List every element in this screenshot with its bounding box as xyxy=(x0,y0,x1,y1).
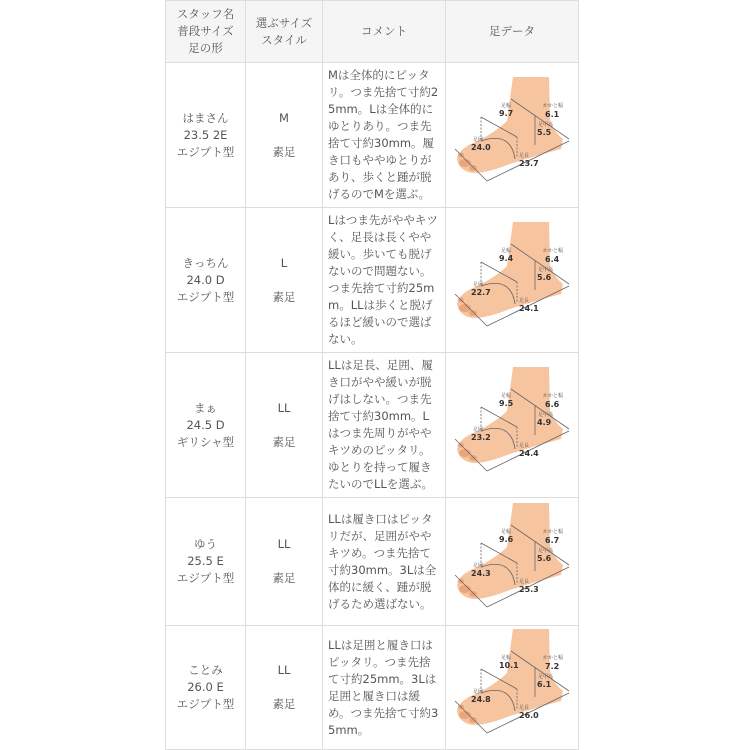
chosen-size: M xyxy=(279,110,289,125)
style: 素足 xyxy=(272,571,296,585)
staff-cell xyxy=(166,626,246,750)
instep-label: 足甲高 xyxy=(538,411,554,418)
header-foot-shape: 足の形 xyxy=(188,41,223,55)
length-label: 足長 xyxy=(519,297,530,304)
staff-name: ことみ xyxy=(188,663,223,677)
header-comment: コメント xyxy=(323,1,446,63)
usual-size: 26.0 E xyxy=(187,680,224,694)
choice-cell xyxy=(246,208,323,353)
header-chosen-size: 選ぶサイズ xyxy=(255,15,313,30)
length-label: 足長 xyxy=(519,579,530,585)
heel-label: かかと幅 xyxy=(543,392,564,399)
girth-label: 足囲 xyxy=(473,136,484,143)
header-staff-name: スタッフ名 xyxy=(176,7,235,21)
heel-value: 6.1 xyxy=(545,109,560,119)
usual-size: 24.0 D xyxy=(186,272,225,287)
width-label: 足幅 xyxy=(501,392,512,399)
header-foot-data: 足データ xyxy=(446,1,579,63)
length-label: 足長 xyxy=(519,442,530,449)
style: 素足 xyxy=(272,289,296,304)
header-choice xyxy=(246,1,323,63)
instep-label: 足甲高 xyxy=(538,548,554,554)
chosen-size: LL xyxy=(277,663,291,677)
table-row xyxy=(166,63,579,208)
foot-data-cell xyxy=(446,498,579,626)
heel-label: かかと幅 xyxy=(543,655,564,661)
table-row xyxy=(166,353,579,498)
foot-shape: エジプト型 xyxy=(176,571,235,585)
length-label: 足長 xyxy=(519,705,530,711)
table-row xyxy=(166,208,579,353)
chosen-size: L xyxy=(280,255,288,270)
foot-data-cell xyxy=(446,626,579,750)
length-label: 足長 xyxy=(519,152,530,159)
girth-label: 足囲 xyxy=(473,689,484,695)
instep-value: 5.6 xyxy=(537,554,552,563)
foot-data-cell xyxy=(446,353,579,498)
foot-diagram xyxy=(451,77,573,189)
usual-size: 25.5 E xyxy=(187,554,224,568)
length-value: 24.4 xyxy=(519,448,539,458)
width-value: 9.4 xyxy=(499,253,514,263)
choice-cell xyxy=(246,498,323,626)
girth-label: 足囲 xyxy=(473,563,484,569)
heel-label: かかと幅 xyxy=(543,247,564,254)
girth-label: 足囲 xyxy=(473,281,484,288)
heel-value: 7.2 xyxy=(545,662,560,671)
chosen-size: LL xyxy=(277,537,291,551)
header-usual-size: 普段サイズ xyxy=(177,24,234,38)
length-value: 23.7 xyxy=(519,158,539,168)
girth-value: 24.8 xyxy=(471,695,491,704)
girth-value: 24.3 xyxy=(471,569,491,578)
chosen-size: LL xyxy=(277,400,291,415)
choice-cell xyxy=(246,626,323,750)
style: 素足 xyxy=(272,434,296,449)
foot-diagram xyxy=(451,629,573,741)
instep-value: 4.9 xyxy=(537,417,552,427)
foot-diagram xyxy=(451,367,573,479)
foot-diagram xyxy=(451,222,573,334)
length-value: 25.3 xyxy=(519,585,539,594)
foot-shape: ギリシャ型 xyxy=(176,434,235,449)
staff-cell xyxy=(166,498,246,626)
instep-label: 足甲高 xyxy=(538,674,554,680)
staff-name: まぁ xyxy=(194,400,217,415)
heel-label: かかと幅 xyxy=(543,102,564,109)
foot-data-cell xyxy=(446,208,579,353)
heel-value: 6.4 xyxy=(545,254,560,264)
table-row xyxy=(166,498,579,626)
width-value: 9.6 xyxy=(499,535,514,544)
foot-shape: エジプト型 xyxy=(176,289,235,304)
width-label: 足幅 xyxy=(501,655,512,661)
style: 素足 xyxy=(272,144,296,159)
staff-cell xyxy=(166,63,246,208)
staff-cell xyxy=(166,353,246,498)
instep-value: 5.5 xyxy=(537,127,552,137)
choice-cell xyxy=(246,63,323,208)
width-label: 足幅 xyxy=(501,102,512,109)
staff-name: きっちん xyxy=(182,255,229,270)
length-value: 26.0 xyxy=(519,711,539,720)
staff-cell xyxy=(166,208,246,353)
foot-shape: エジプト型 xyxy=(176,697,235,711)
comment-cell: Mは全体的にピッタリ。つま先捨て寸約25mm。Lは全体的にゆとりあり。つま先捨て寸約30mm。履き口もややゆとりがあり、歩くと踵が脱げるのでMを選ぶ。 xyxy=(323,63,446,208)
girth-value: 22.7 xyxy=(471,287,491,297)
heel-value: 6.6 xyxy=(545,399,560,409)
girth-label: 足囲 xyxy=(473,426,484,433)
instep-value: 5.6 xyxy=(537,272,552,282)
foot-data-cell xyxy=(446,63,579,208)
staff-name: はまさん xyxy=(182,110,229,125)
header-style: スタイル xyxy=(261,32,307,47)
comment-cell: LLは足囲と履き口はピッタリ。つま先捨て寸約25mm。3Lは足囲と履き口は緩め。つま先捨て寸約35mm。 xyxy=(323,626,446,750)
choice-cell xyxy=(246,353,323,498)
heel-value: 6.7 xyxy=(545,536,560,545)
width-label: 足幅 xyxy=(501,247,512,254)
width-value: 10.1 xyxy=(499,661,519,670)
heel-label: かかと幅 xyxy=(543,529,564,535)
comment-cell: LLは足長、足囲、履き口がやや緩いが脱げはしない。つま先捨て寸約30mm。Lはつま先周りがややキツめのピッタリ。ゆとりを持って履きたいのでLLを選ぶ。 xyxy=(323,353,446,498)
comment-cell: Lはつま先がややキツく、足長は長くやや緩い。歩いても脱げないので問題ない。つま先捨て寸約25mm。LLは歩くと脱げるほど緩いので選ばない。 xyxy=(323,208,446,353)
instep-value: 6.1 xyxy=(537,680,552,689)
girth-value: 24.0 xyxy=(471,142,491,152)
instep-label: 足甲高 xyxy=(538,266,554,273)
instep-label: 足甲高 xyxy=(538,121,554,128)
width-value: 9.7 xyxy=(499,108,514,118)
staff-size-table xyxy=(165,0,579,750)
girth-value: 23.2 xyxy=(471,432,491,442)
comment-cell: LLは履き口はピッタリだが、足囲がややキツめ。つま先捨て寸約30mm。3Lは全体的に緩く、踵が脱げるため選ばない。 xyxy=(323,498,446,626)
header-staff xyxy=(166,1,246,63)
width-label: 足幅 xyxy=(501,529,512,535)
table-row xyxy=(166,626,579,750)
foot-diagram xyxy=(451,503,573,615)
header-row xyxy=(166,1,579,63)
length-value: 24.1 xyxy=(519,303,539,313)
style: 素足 xyxy=(272,697,296,711)
usual-size: 24.5 D xyxy=(186,417,225,432)
width-value: 9.5 xyxy=(499,398,514,408)
foot-shape: エジプト型 xyxy=(176,144,235,159)
staff-name: ゆう xyxy=(194,537,217,551)
usual-size: 23.5 2E xyxy=(183,127,228,142)
